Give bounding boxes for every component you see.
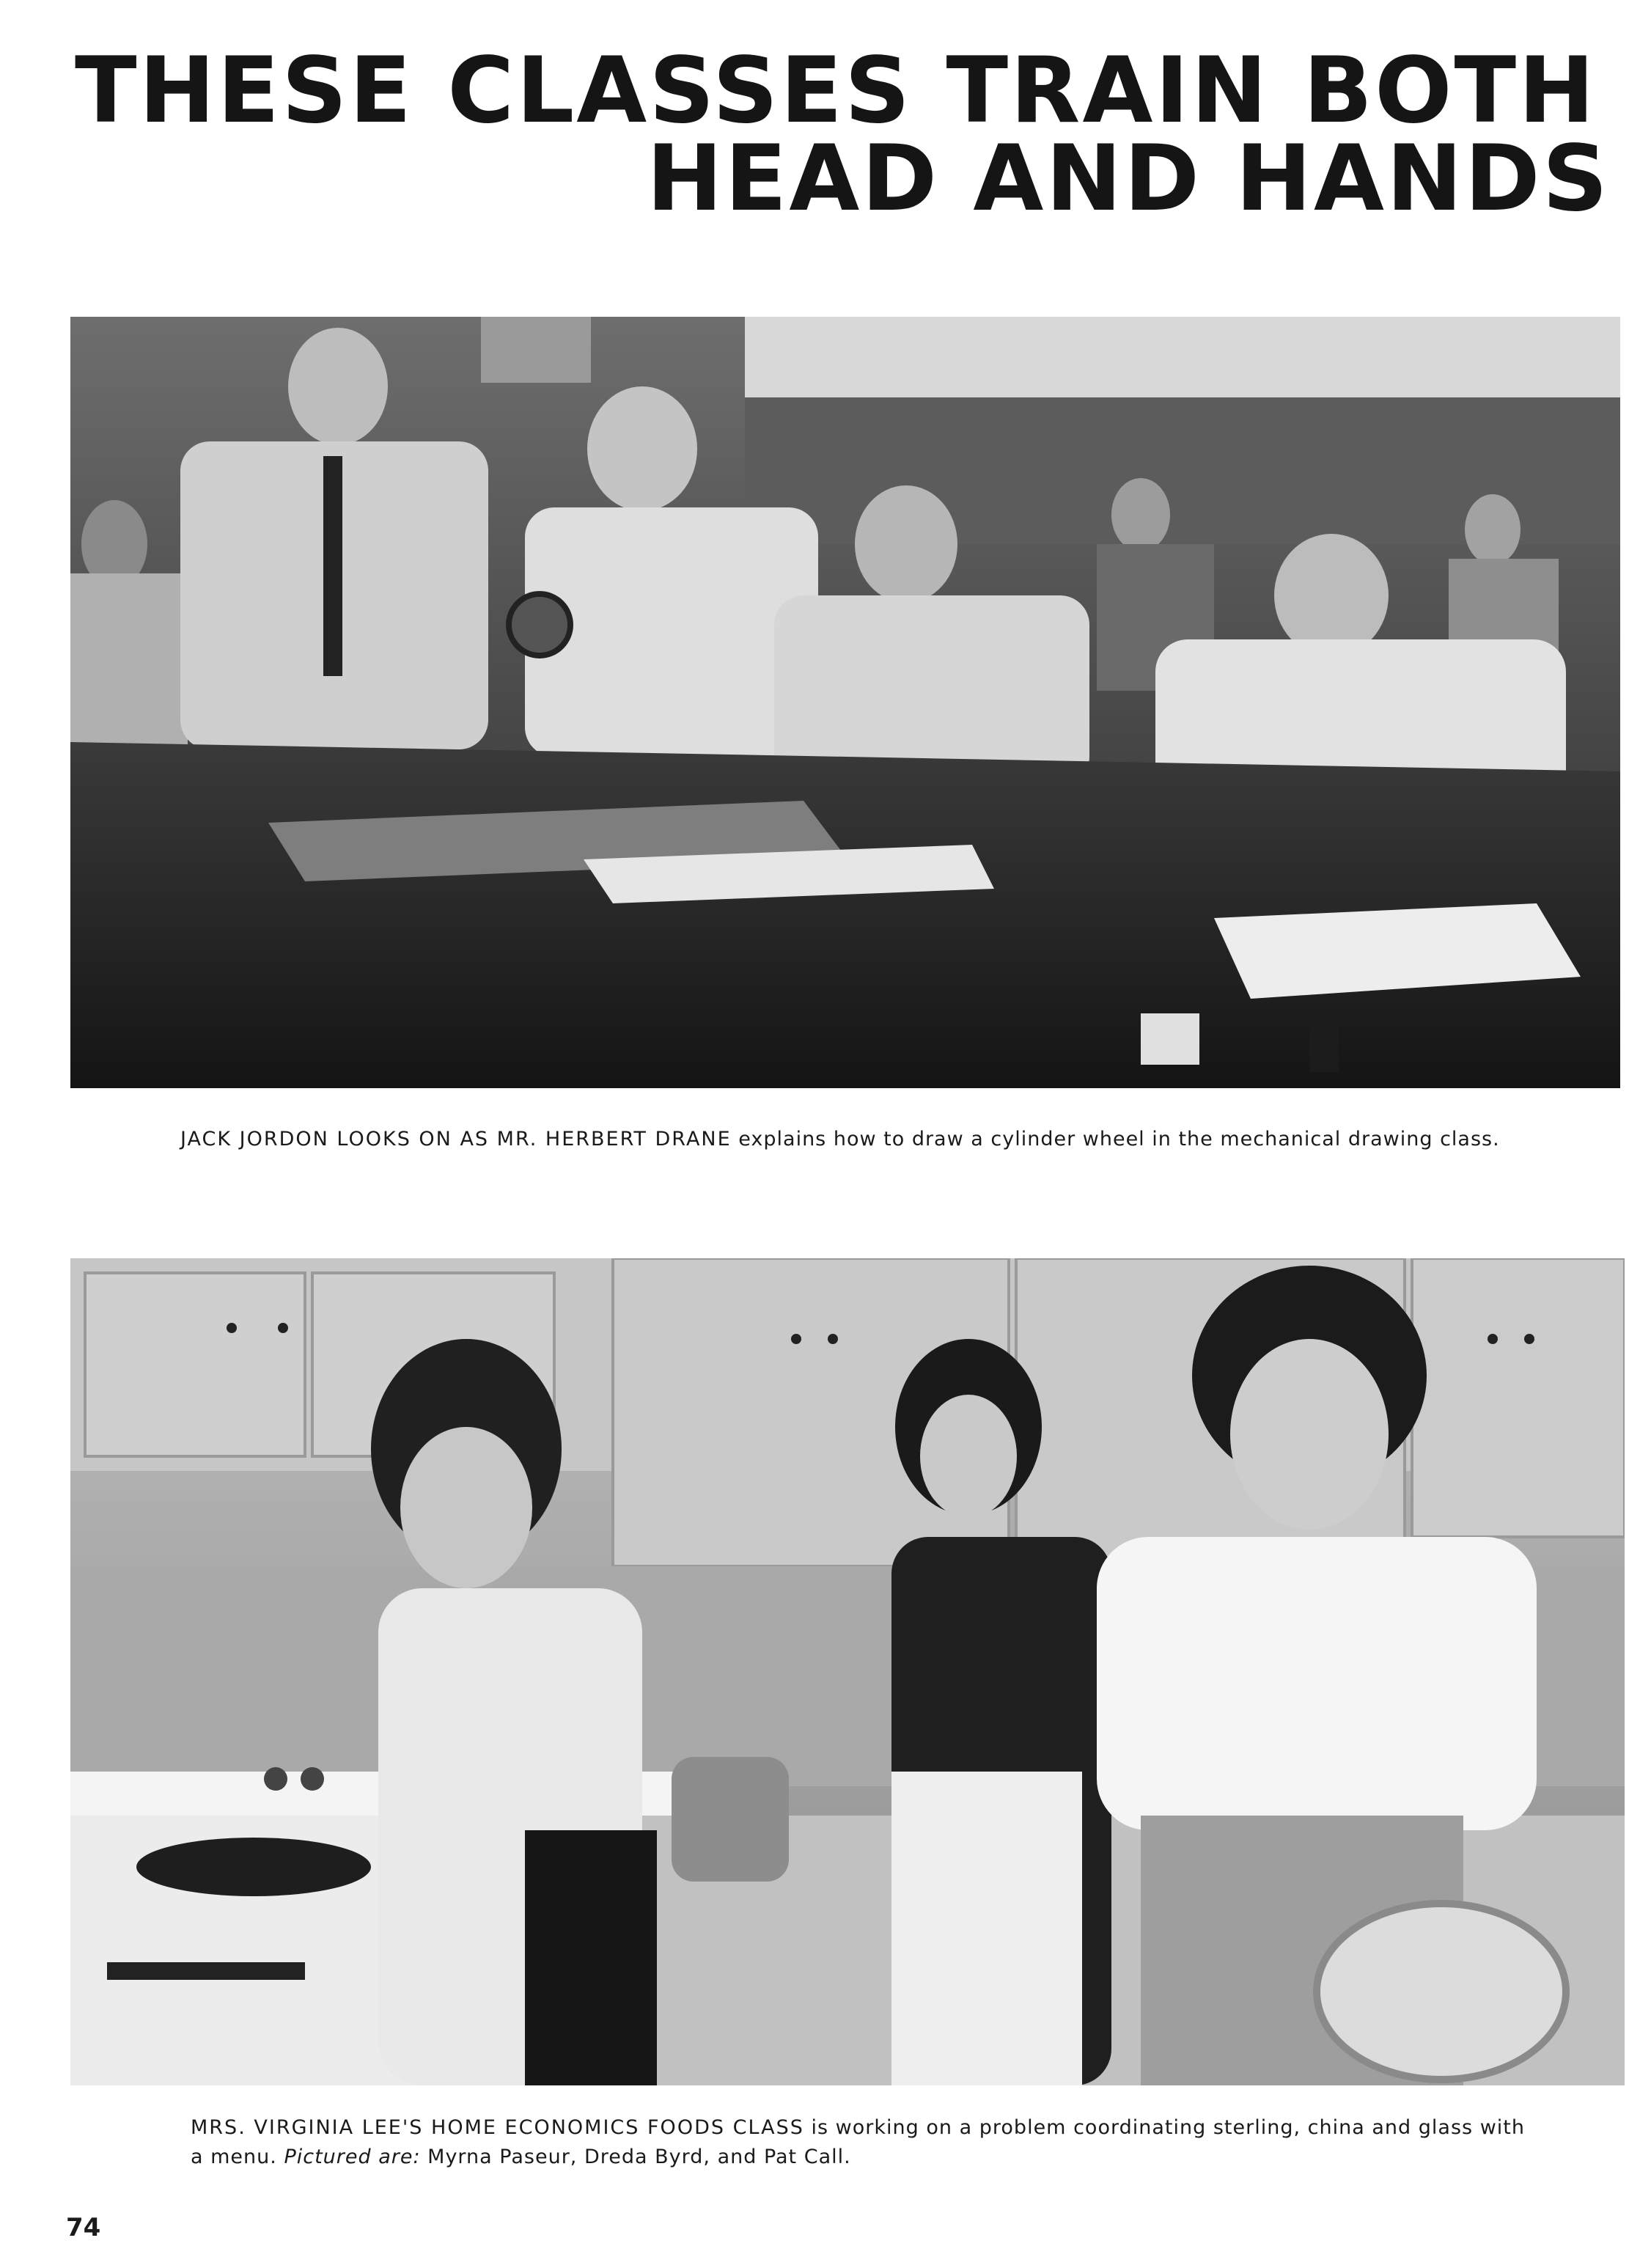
headline-line-1: THESE CLASSES TRAIN BOTH: [75, 38, 1597, 144]
mechanical-drawing-class-photo: [70, 317, 1620, 1088]
caption-1-subject: JACK JORDON LOOKS ON AS MR. HERBERT DRANE: [180, 1128, 732, 1150]
caption-2-subject: MRS. VIRGINIA LEE'S HOME ECONOMICS FOODS CLASS: [191, 2116, 804, 2139]
page-number: 74: [66, 2213, 101, 2242]
caption-2-names: Myrna Paseur, Dreda Byrd, and Pat Call.: [420, 2146, 851, 2168]
mechanical-drawing-class-image: [70, 317, 1620, 1088]
mechanical-drawing-caption: [180, 1125, 1500, 1154]
caption-1-text: explains how to draw a cylinder wheel in the mechanical drawing class.: [731, 1128, 1500, 1150]
caption-2-text: is working on a problem coordinating sterling, china and glass with a menu.: [191, 2116, 1526, 2168]
home-economics-class-photo: [70, 1258, 1625, 2085]
home-economics-class-image: [70, 1258, 1625, 2085]
headline-line-2: HEAD AND HANDS: [646, 126, 1610, 232]
home-economics-caption: [191, 2113, 1525, 2172]
caption-2-pictured-label: Pictured are:: [284, 2146, 421, 2168]
